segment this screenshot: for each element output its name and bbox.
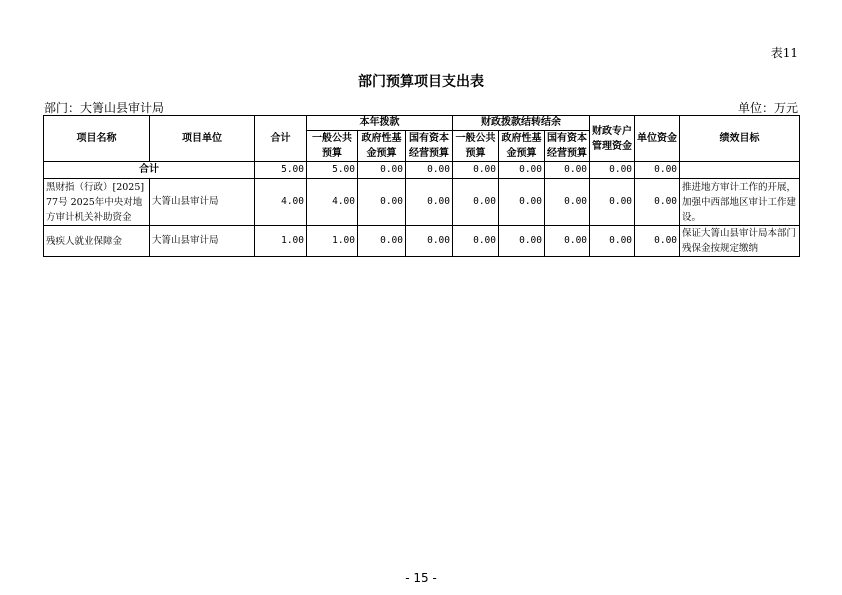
total-label: 合计 xyxy=(44,162,255,179)
project-name-cell: 黑财指（行政）[2025]77号 2025年中央对地方审计机关补助资金 xyxy=(44,179,150,226)
total-cell: 0.00 xyxy=(453,162,499,179)
value-cell: 0.00 xyxy=(406,179,453,226)
value-cell: 0.00 xyxy=(406,226,453,257)
value-cell: 4.00 xyxy=(255,179,307,226)
total-performance-cell xyxy=(680,162,800,179)
header-fund-budget: 政府性基金预算 xyxy=(358,131,406,162)
total-cell: 5.00 xyxy=(255,162,307,179)
project-name-cell: 残疾人就业保障金 xyxy=(44,226,150,257)
value-cell: 0.00 xyxy=(499,179,545,226)
header-project-unit: 项目单位 xyxy=(150,116,255,162)
header-unit-fund: 单位资金 xyxy=(635,116,680,162)
table-row xyxy=(44,226,800,257)
total-cell: 0.00 xyxy=(545,162,590,179)
total-cell: 0.00 xyxy=(406,162,453,179)
table-row xyxy=(44,179,800,226)
total-cell: 0.00 xyxy=(358,162,406,179)
table-number: 表11 xyxy=(770,46,798,60)
value-cell: 0.00 xyxy=(358,179,406,226)
department-label: 部门：大箐山县审计局 xyxy=(44,101,165,115)
header-special-fund: 财政专户管理资金 xyxy=(590,116,635,162)
total-cell: 0.00 xyxy=(590,162,635,179)
value-cell: 0.00 xyxy=(358,226,406,257)
total-cell: 5.00 xyxy=(307,162,358,179)
project-unit-cell: 大箐山县审计局 xyxy=(150,179,255,226)
header-carry-fund: 政府性基金预算 xyxy=(499,131,545,162)
header-carry-general: 一般公共预算 xyxy=(453,131,499,162)
header-soe-budget: 国有资本经营预算 xyxy=(406,131,453,162)
header-current-year: 本年拨款 xyxy=(307,116,453,131)
project-expenditure-table xyxy=(43,115,800,257)
performance-cell: 推进地方审计工作的开展，加强中西部地区审计工作建设。 xyxy=(680,179,800,226)
table-row-total xyxy=(44,162,800,179)
project-unit-cell: 大箐山县审计局 xyxy=(150,226,255,257)
value-cell: 0.00 xyxy=(545,179,590,226)
value-cell: 0.00 xyxy=(453,226,499,257)
value-cell: 1.00 xyxy=(307,226,358,257)
value-cell: 4.00 xyxy=(307,179,358,226)
total-cell: 0.00 xyxy=(635,162,680,179)
value-cell: 0.00 xyxy=(453,179,499,226)
total-cell: 0.00 xyxy=(499,162,545,179)
header-general-budget: 一般公共预算 xyxy=(307,131,358,162)
value-cell: 0.00 xyxy=(590,226,635,257)
value-cell: 0.00 xyxy=(545,226,590,257)
value-cell: 0.00 xyxy=(590,179,635,226)
header-project-name: 项目名称 xyxy=(44,116,150,162)
header-carryover: 财政拨款结转结余 xyxy=(453,116,590,131)
performance-cell: 保证大箐山县审计局本部门残保金按规定缴纳 xyxy=(680,226,800,257)
value-cell: 0.00 xyxy=(635,226,680,257)
document-title: 部门预算项目支出表 xyxy=(358,74,484,90)
unit-label: 单位：万元 xyxy=(737,101,798,115)
value-cell: 0.00 xyxy=(499,226,545,257)
header-carry-soe: 国有资本经营预算 xyxy=(545,131,590,162)
header-performance: 绩效目标 xyxy=(680,116,800,162)
value-cell: 0.00 xyxy=(635,179,680,226)
value-cell: 1.00 xyxy=(255,226,307,257)
page-number: - 15 - xyxy=(405,571,437,585)
header-total: 合计 xyxy=(255,116,307,162)
